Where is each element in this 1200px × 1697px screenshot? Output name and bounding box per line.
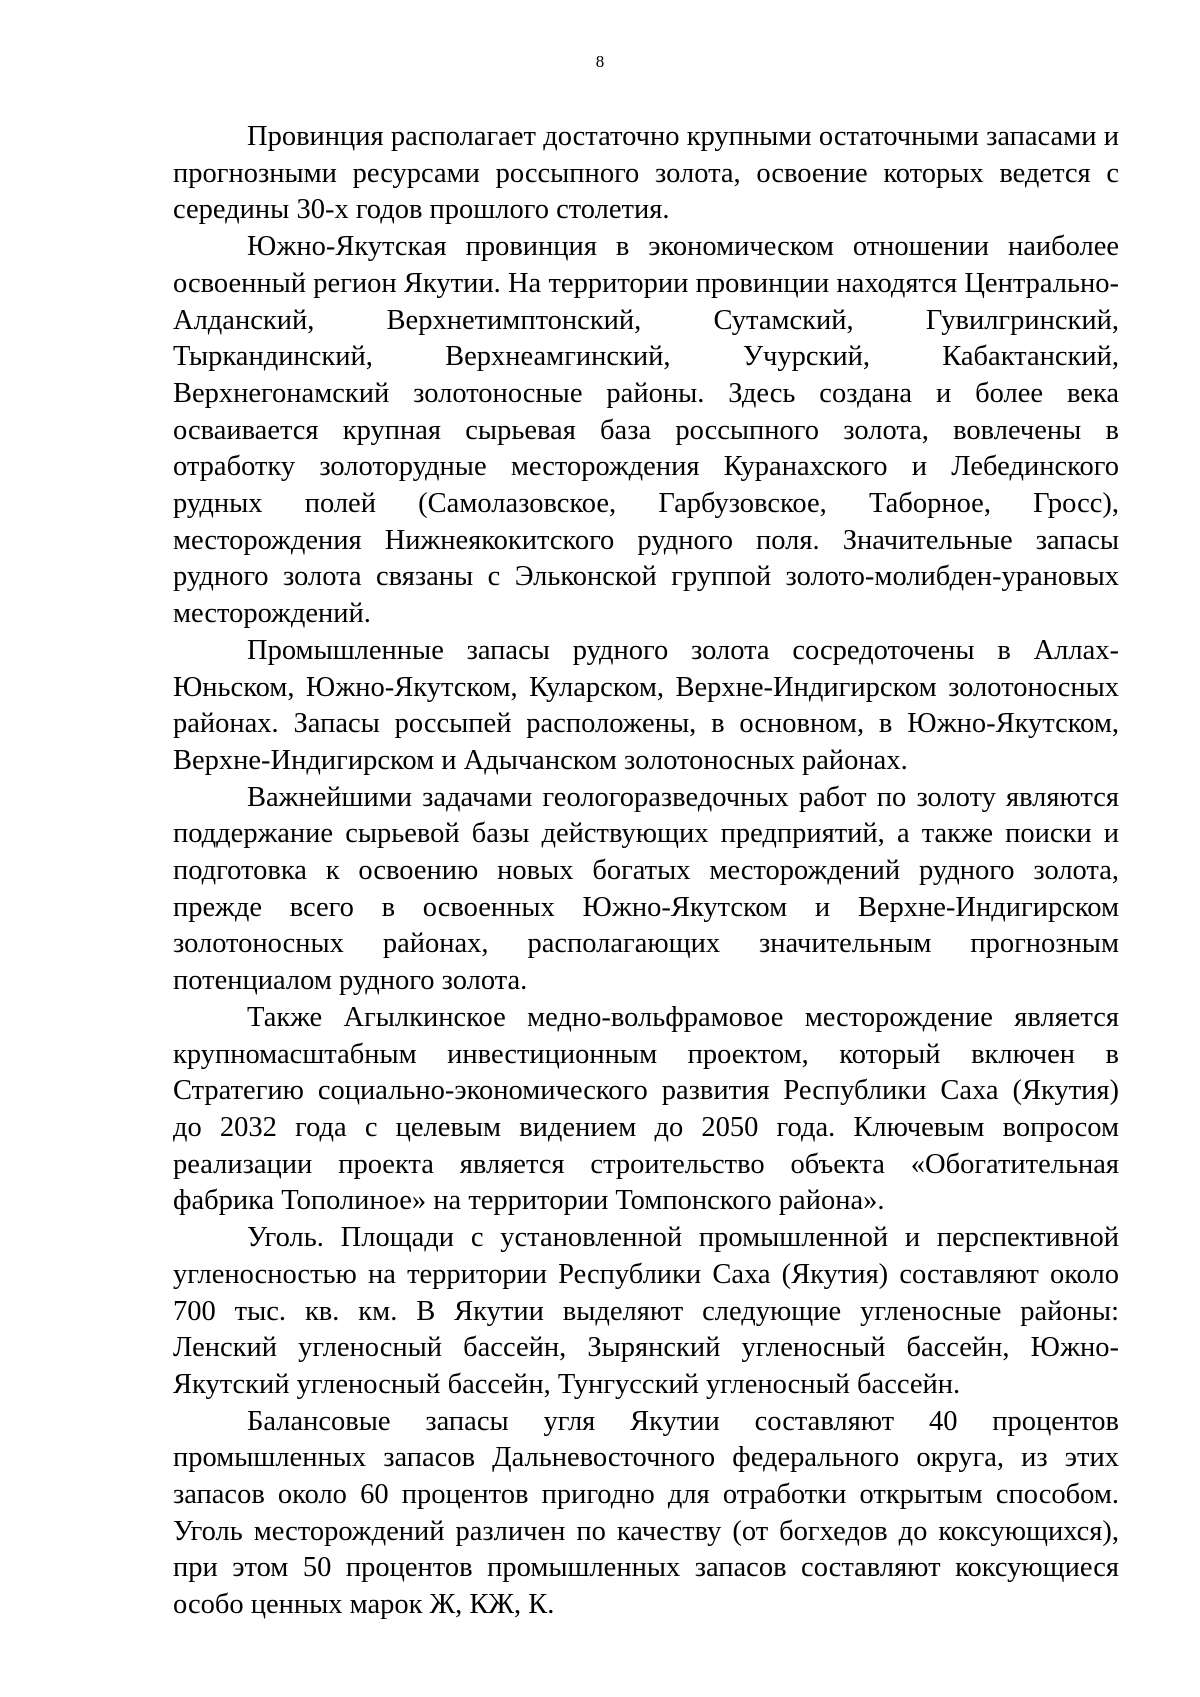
paragraph-exploration-tasks: Важнейшими задачами геологоразведочных работ по золоту являются поддержание сырьевой базы действующих предприятий, а также поиски и подготовка к освоению новых богатых месторождений рудного золота, прежде всего в освоенных Южно-Якутском и Верхне-Индигирском золотоносных районах, располагающих значительным прогнозным потенциалом рудного золота.: [173, 781, 1119, 997]
paragraph-coal-reserves: Балансовые запасы угля Якутии составляют 40 процентов промышленных запасов Дальневосточного федерального округа, из этих запасов около 60 процентов пригодно для отработки открытым способом. Уголь месторождений различен по качеству (от богхедов до коксующихся), при этом 50 процентов промышленных запасов составляют коксующиеся особо ценных марок Ж, КЖ, К.: [173, 1405, 1119, 1621]
body-text: [173, 119, 1119, 1624]
paragraph-agylki-deposit: Также Агылкинское медно-вольфрамовое месторождение является крупномасштабным инвестиционным проектом, который включен в Стратегию социально-экономического развития Республики Саха (Якутия) до 2032 года с целевым видением до 2050 года. Ключевым вопросом реализации проекта является строительство объекта «Обогатительная фабрика Тополиное» на территории Томпонского района».: [173, 1001, 1119, 1217]
page-number: 8: [595, 52, 605, 71]
paragraph-south-yakut-province: Южно-Якутская провинция в экономическом отношении наиболее освоенный регион Якутии. На территории провинции находятся Центрально-Алданский, Верхнетимптонский, Сутамский, Гувилгринский, Тыркандинский, Верхнеамгинский, Учурский, Кабактанский, Верхнегонамский золотоносные районы. Здесь создана и более века осваивается крупная сырьевая база россыпного золота, вовлечены в отработку золоторудные месторождения Куранахского и Лебединского рудных полей (Самолазовское, Гарбузовское, Таборное, Гросс), месторождения Нижнеякокитского рудного поля. Значительные запасы рудного золота связаны с Эльконской группой золото-молибден-урановых месторождений.: [173, 231, 1119, 630]
paragraph-industrial-ore-reserves: Промышленные запасы рудного золота сосредоточены в Аллах-Юньском, Южно-Якутском, Куларском, Верхне-Индигирском золотоносных районах. Запасы россыпей расположены, в основном, в Южно-Якутском, Верхне-Индигирском и Адычанском золотоносных районах.: [173, 634, 1119, 776]
paragraph-coal-areas: Уголь. Площади с установленной промышленной и перспективной угленосностью на территории Республики Саха (Якутия) составляют около 700 тыс. кв. км. В Якутии выделяют следующие угленосные районы: Ленский угленосный бассейн, Зырянский угленосный бассейн, Южно-Якутский угленосный бассейн, Тунгусский угленосный бассейн.: [173, 1222, 1119, 1400]
paragraph-gold-reserves: Провинция располагает достаточно крупными остаточными запасами и прогнозными ресурсами россыпного золота, освоение которых ведется с середины 30-х годов прошлого столетия.: [173, 121, 1119, 226]
